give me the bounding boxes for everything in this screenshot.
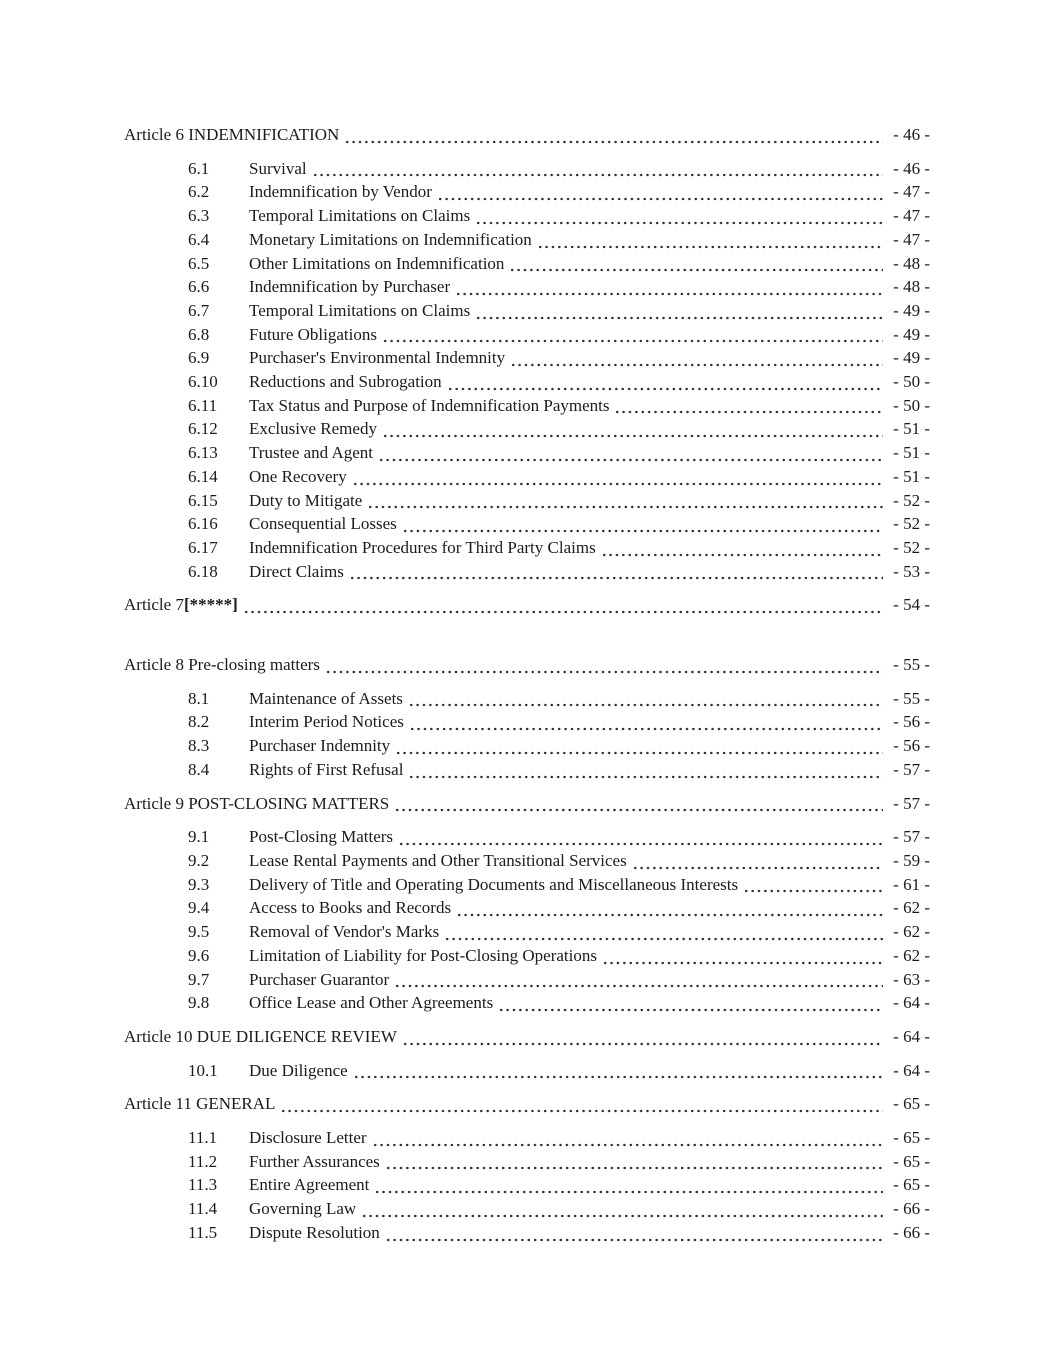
toc-section-title: Interim Period Notices xyxy=(249,712,404,732)
toc-section-row xyxy=(124,687,930,711)
toc-section-row xyxy=(124,1126,930,1150)
toc-page-number: - 47 - xyxy=(893,206,930,226)
dot-leader xyxy=(352,1059,883,1083)
dot-leader xyxy=(474,204,883,228)
toc-section-row xyxy=(124,991,930,1015)
toc-section-row xyxy=(124,346,930,370)
dot-leader xyxy=(742,873,883,897)
toc-page-number: - 53 - xyxy=(893,561,930,581)
toc-section-number: 6.14 xyxy=(188,466,218,486)
dot-leader xyxy=(474,299,883,323)
toc-section-number: 6.1 xyxy=(188,158,210,178)
dot-leader xyxy=(407,687,883,711)
toc-section-number: 6.18 xyxy=(188,561,218,581)
toc-section-number: 8.1 xyxy=(188,688,210,708)
toc-page-number: - 46 - xyxy=(893,158,930,178)
dot-leader xyxy=(324,653,883,677)
toc-section-number: 9.1 xyxy=(188,827,210,847)
toc-page-number: - 49 - xyxy=(893,348,930,368)
toc-section-row xyxy=(124,849,930,873)
toc-page-number: - 52 - xyxy=(893,490,930,510)
toc-section-title: Access to Books and Records xyxy=(249,898,452,918)
dot-leader xyxy=(381,323,883,347)
toc-section-row xyxy=(124,1150,930,1174)
toc-section-title: Post-Closing Matters xyxy=(249,827,394,847)
toc-section-row xyxy=(124,323,930,347)
toc-section-title: Duty to Mitigate xyxy=(249,490,363,510)
toc-section-title: Further Assurances xyxy=(249,1151,380,1171)
toc-section-row xyxy=(124,968,930,992)
toc-article-label: Article 8 Pre-closing matters xyxy=(124,655,320,675)
dot-leader xyxy=(454,275,883,299)
toc-section-title: Limitation of Liability for Post-Closing Operations xyxy=(249,945,597,965)
toc-article-label: Article 10 DUE DILIGENCE REVIEW xyxy=(124,1026,397,1046)
toc-section-number: 6.4 xyxy=(188,229,210,249)
toc-page-number: - 64 - xyxy=(893,993,930,1013)
dot-leader xyxy=(343,123,883,147)
toc-page-number: - 52 - xyxy=(893,537,930,557)
dot-leader xyxy=(381,417,883,441)
toc-page-number: - 63 - xyxy=(893,969,930,989)
toc-page-number: - 66 - xyxy=(893,1199,930,1219)
toc-section-title: Purchaser Indemnity xyxy=(249,736,391,756)
toc-section-number: 9.2 xyxy=(188,850,210,870)
toc-section-number: 6.6 xyxy=(188,277,210,297)
dot-leader xyxy=(446,370,883,394)
toc-article-label: Article 6 INDEMNIFICATION xyxy=(124,125,340,144)
toc-page-number: - 49 - xyxy=(893,324,930,344)
toc-page-number: - 64 - xyxy=(893,1026,930,1046)
toc-page-number: - 48 - xyxy=(893,253,930,273)
toc-section-row xyxy=(124,180,930,204)
dot-leader xyxy=(407,758,883,782)
toc-section-row xyxy=(124,1197,930,1221)
dot-leader xyxy=(508,252,883,276)
toc-section-row xyxy=(124,536,930,560)
toc-section-number: 6.13 xyxy=(188,443,218,463)
toc-section-title: Other Limitations on Indemnification xyxy=(249,253,505,273)
toc-section-row xyxy=(124,512,930,536)
toc-page-number: - 50 - xyxy=(893,372,930,392)
toc-article-row xyxy=(124,1092,930,1116)
toc-page-number: - 57 - xyxy=(893,827,930,847)
toc-section-number: 8.2 xyxy=(188,712,210,732)
toc-page-number: - 65 - xyxy=(893,1151,930,1171)
toc-section-number: 11.2 xyxy=(188,1151,218,1171)
toc-section-number: 9.8 xyxy=(188,993,210,1013)
toc-page-number: - 51 - xyxy=(893,466,930,486)
dot-leader xyxy=(394,734,883,758)
toc-section-number: 6.12 xyxy=(188,419,218,439)
toc-article-label: Article 7 xyxy=(124,595,184,615)
dot-leader xyxy=(360,1197,883,1221)
toc-section-title: Reductions and Subrogation xyxy=(249,372,442,392)
toc-section-number: 6.16 xyxy=(188,514,218,534)
toc-section-title: Indemnification by Purchaser xyxy=(249,277,451,297)
toc-section-number: 11.4 xyxy=(188,1199,218,1219)
toc-page-number: - 65 - xyxy=(893,1128,930,1148)
dot-leader xyxy=(401,1025,883,1049)
toc-section-title: Temporal Limitations on Claims xyxy=(249,300,471,320)
toc-section-row xyxy=(124,710,930,734)
dot-leader xyxy=(401,512,883,536)
toc-page-number: - 66 - xyxy=(893,1222,930,1242)
dot-leader xyxy=(377,441,883,465)
toc-page-number: - 47 - xyxy=(893,182,930,202)
toc-section-title: Indemnification by Vendor xyxy=(249,182,432,202)
toc-article-row xyxy=(124,123,930,147)
toc-page-number: - 64 - xyxy=(893,1060,930,1080)
toc-section-title: Exclusive Remedy xyxy=(249,419,377,439)
toc-page-number: - 46 - xyxy=(893,125,930,144)
dot-leader xyxy=(408,710,883,734)
dot-leader xyxy=(536,228,883,252)
toc-section-title: Purchaser Guarantor xyxy=(249,969,390,989)
toc-section-title: Governing Law xyxy=(249,1199,357,1219)
toc-section-number: 6.10 xyxy=(188,372,218,392)
toc-page-number: - 48 - xyxy=(893,277,930,297)
toc-section-title: Direct Claims xyxy=(249,561,344,581)
toc-section-row xyxy=(124,370,930,394)
dot-leader xyxy=(384,1221,883,1245)
toc-section-row xyxy=(124,228,930,252)
toc-page-number: - 52 - xyxy=(893,514,930,534)
toc-page-number: - 65 - xyxy=(893,1175,930,1195)
toc-page-number: - 56 - xyxy=(893,736,930,756)
toc-section-row xyxy=(124,758,930,782)
toc-article-row xyxy=(124,1025,930,1049)
toc-section-title: Dispute Resolution xyxy=(249,1222,380,1242)
toc-section-row xyxy=(124,825,930,849)
dot-leader xyxy=(279,1092,883,1116)
toc-section-row xyxy=(124,560,930,584)
dot-leader xyxy=(366,489,883,513)
toc-page-number: - 59 - xyxy=(893,850,930,870)
toc-section-row xyxy=(124,275,930,299)
dot-leader xyxy=(397,825,883,849)
toc-section-number: 11.3 xyxy=(188,1175,218,1195)
toc-section-row xyxy=(124,489,930,513)
toc-article-row xyxy=(124,792,930,816)
toc-section-title: Trustee and Agent xyxy=(249,443,374,463)
toc-section-row xyxy=(124,204,930,228)
dot-leader xyxy=(371,1126,883,1150)
dot-leader xyxy=(373,1173,883,1197)
toc-section-number: 9.4 xyxy=(188,898,210,918)
dot-leader xyxy=(455,896,883,920)
toc-page-number: - 62 - xyxy=(893,945,930,965)
toc-section-number: 6.3 xyxy=(188,206,210,226)
dot-leader xyxy=(613,394,883,418)
toc-section-number: 6.7 xyxy=(188,300,210,320)
toc-page-number: - 51 - xyxy=(893,419,930,439)
toc-section-title: Removal of Vendor's Marks xyxy=(249,922,440,942)
toc-section-number: 11.5 xyxy=(188,1222,218,1242)
dot-leader xyxy=(497,991,883,1015)
toc-section-number: 6.11 xyxy=(188,395,218,415)
toc-section-number: 9.3 xyxy=(188,874,210,894)
toc-section-number: 9.7 xyxy=(188,969,210,989)
table-of-contents xyxy=(124,123,930,1245)
toc-section-row xyxy=(124,1173,930,1197)
dot-leader xyxy=(631,849,883,873)
dot-leader xyxy=(393,968,883,992)
dot-leader xyxy=(384,1150,883,1174)
toc-section-number: 6.9 xyxy=(188,348,210,368)
toc-article-row xyxy=(124,653,930,677)
toc-section-title: Temporal Limitations on Claims xyxy=(249,206,471,226)
toc-section-number: 6.5 xyxy=(188,253,210,273)
toc-section-row xyxy=(124,944,930,968)
toc-section-row xyxy=(124,873,930,897)
toc-page-number: - 61 - xyxy=(893,874,930,894)
dot-leader xyxy=(509,346,883,370)
toc-section-row xyxy=(124,417,930,441)
toc-section-number: 6.15 xyxy=(188,490,218,510)
toc-section-title: Due Diligence xyxy=(249,1060,348,1080)
toc-section-row xyxy=(124,252,930,276)
toc-section-title: Consequential Losses xyxy=(249,514,397,534)
toc-page-number: - 62 - xyxy=(893,922,930,942)
dot-leader xyxy=(393,792,883,816)
toc-page-number: - 49 - xyxy=(893,300,930,320)
toc-page-number: - 47 - xyxy=(893,229,930,249)
toc-section-title: Tax Status and Purpose of Indemnification Payments xyxy=(249,395,610,415)
toc-section-title: Entire Agreement xyxy=(249,1175,370,1195)
toc-page-number: - 62 - xyxy=(893,898,930,918)
toc-page-number: - 57 - xyxy=(893,793,930,813)
toc-section-title: Delivery of Title and Operating Documents and Miscellaneous Interests xyxy=(249,874,739,894)
toc-section-number: 9.6 xyxy=(188,945,210,965)
toc-page-number: - 51 - xyxy=(893,443,930,463)
dot-leader xyxy=(351,465,883,489)
toc-section-number: 8.3 xyxy=(188,736,210,756)
toc-section-row xyxy=(124,1059,930,1083)
toc-article-label: Article 9 POST-CLOSING MATTERS xyxy=(124,793,390,813)
toc-section-title: Future Obligations xyxy=(249,324,377,344)
toc-section-number: 11.1 xyxy=(188,1128,218,1148)
toc-section-row xyxy=(124,465,930,489)
toc-page-number: - 55 - xyxy=(893,655,930,675)
toc-page-number: - 50 - xyxy=(893,395,930,415)
dot-leader xyxy=(601,944,883,968)
toc-section-title: Rights of First Refusal xyxy=(249,759,404,779)
toc-section-number: 6.17 xyxy=(188,537,218,557)
toc-section-row xyxy=(124,734,930,758)
dot-leader xyxy=(436,180,883,204)
toc-page-number: - 57 - xyxy=(893,759,930,779)
toc-section-title: Monetary Limitations on Indemnification xyxy=(249,229,532,249)
toc-section-title: Indemnification Procedures for Third Party Claims xyxy=(249,537,596,557)
dot-leader xyxy=(443,920,883,944)
toc-article-label: Article 11 GENERAL xyxy=(124,1094,276,1114)
toc-section-title: Survival xyxy=(249,158,307,178)
toc-section-row xyxy=(124,394,930,418)
toc-section-row xyxy=(124,1221,930,1245)
toc-section-title: Disclosure Letter xyxy=(249,1128,367,1148)
toc-section-title: Purchaser's Environmental Indemnity xyxy=(249,348,506,368)
toc-page-number: - 56 - xyxy=(893,712,930,732)
toc-page-number: - 65 - xyxy=(893,1094,930,1114)
toc-section-number: 6.2 xyxy=(188,182,210,202)
dot-leader xyxy=(242,593,883,617)
toc-section-row xyxy=(124,157,930,181)
dot-leader xyxy=(311,157,883,181)
toc-page-number: - 54 - xyxy=(893,595,930,615)
toc-section-row xyxy=(124,920,930,944)
dot-leader xyxy=(348,560,883,584)
toc-section-number: 6.8 xyxy=(188,324,210,344)
toc-section-title: Office Lease and Other Agreements xyxy=(249,993,494,1013)
toc-article-label-bold: [*****] xyxy=(183,595,238,615)
toc-section-row xyxy=(124,441,930,465)
toc-page-number: - 55 - xyxy=(893,688,930,708)
toc-section-row xyxy=(124,896,930,920)
toc-section-number: 10.1 xyxy=(188,1060,218,1080)
toc-section-row xyxy=(124,299,930,323)
toc-section-number: 8.4 xyxy=(188,759,210,779)
toc-article-row xyxy=(124,593,930,617)
dot-leader xyxy=(600,536,883,560)
toc-section-title: Maintenance of Assets xyxy=(249,688,403,708)
toc-section-title: Lease Rental Payments and Other Transitional Services xyxy=(249,850,627,870)
toc-section-title: One Recovery xyxy=(249,466,347,486)
toc-section-number: 9.5 xyxy=(188,922,210,942)
